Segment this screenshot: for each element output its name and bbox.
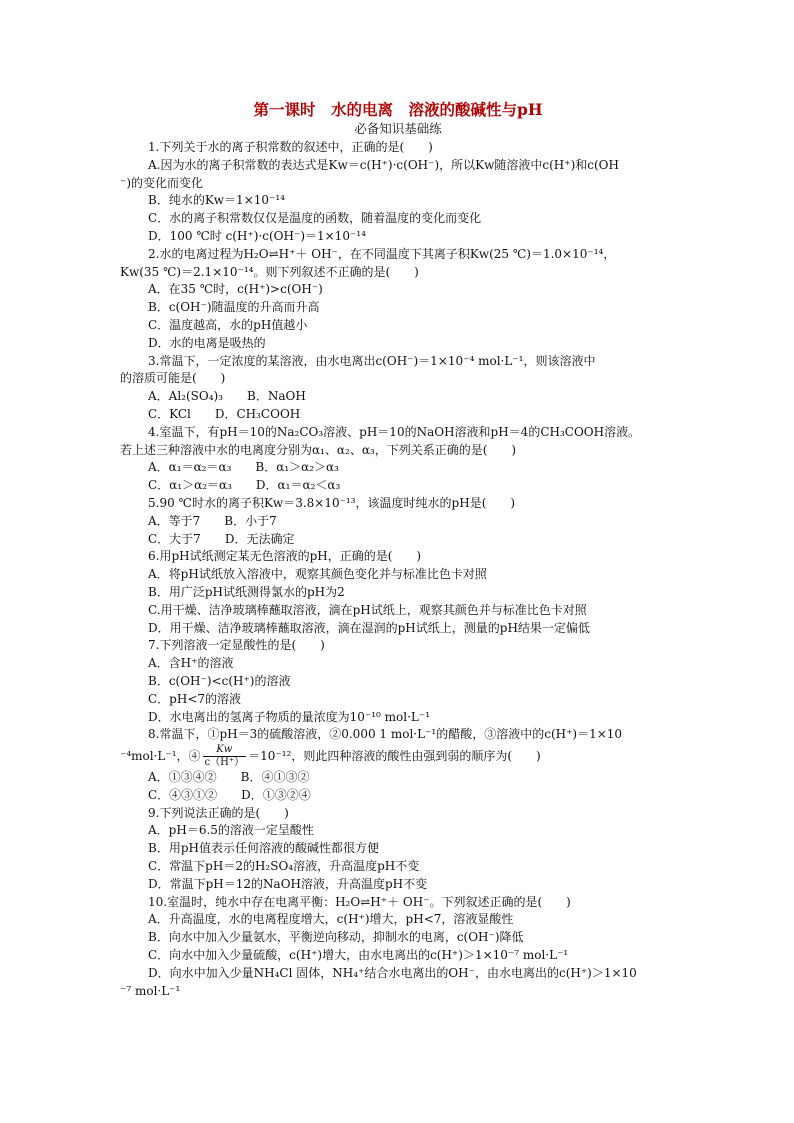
continued-text: ⁻⁷ mol·L⁻¹ [120,983,181,998]
answer-option: B．向水中加入少量氨水，平衡逆向移动，抑制水的电离，c(OH⁻)降低 [148,930,524,945]
question-stem: 4.室温下，有pH＝10的Na₂CO₃溶液、pH＝10的NaOH溶液和pH＝4的CH₃COOH溶液。 [148,424,641,439]
fraction-line-before: ⁻⁴mol·L⁻¹，④ [120,749,201,764]
document-page [120,100,676,1000]
fraction-line [120,744,676,769]
answer-option: C．KCl D．CH₃COOH [148,406,301,421]
question-stem: 6.用pH试纸测定某无色溶液的pH，正确的是( ) [148,549,422,564]
answer-option: A．在35 ℃时，c(H⁺)>c(OH⁻) [148,282,323,297]
answer-option: A．等于7 B．小于7 [148,513,277,528]
answer-option: A．Al₂(SO₄)₃ B．NaOH [148,389,306,404]
continued-text: 若上述三种溶液中水的电离度分别为α₁、α₂、α₃，下列关系正确的是( ) [120,442,517,457]
answer-option: A．α₁＝α₂＝α₃ B．α₁＞α₂＞α₃ [148,460,339,475]
continued-text: ⁻)的变化而变化 [120,175,204,190]
answer-option: B．纯水的Kw＝1×10⁻¹⁴ [148,193,285,208]
answer-option: A．升高温度，水的电离程度增大，c(H⁺)增大，pH<7，溶液显酸性 [148,912,514,927]
question-stem: 10.室温时，纯水中存在电离平衡：H₂O⇌H⁺＋ OH⁻。下列叙述正确的是( ) [148,894,571,909]
question-stem: 2.水的电离过程为H₂O⇌H⁺＋ OH⁻，在不同温度下其离子积Kw(25 ℃)＝1.0×10⁻¹⁴， [148,246,616,261]
page-title: 第一课时 水的电离 溶液的酸碱性与pH [253,100,543,119]
answer-option: C.用干燥、洁净玻璃棒蘸取溶液，滴在pH试纸上，观察其颜色并与标准比色卡对照 [148,602,587,617]
answer-option: C．温度越高，水的pH值越小 [148,317,308,332]
answer-option: C．向水中加入少量硫酸，c(H⁺)增大，由水电离出的c(H⁺)＞1×10⁻⁷ mol·L⁻¹ [148,948,569,963]
answer-option: B．用pH值表示任何溶液的酸碱性都很方便 [148,841,379,856]
continued-text: 的溶质可能是( ) [120,371,226,386]
fraction-denominator: c（H⁺） [204,757,245,769]
answer-option: D．向水中加入少量NH₄Cl 固体，NH₄⁺结合水电离出的OH⁻，由水电离出的c(H⁺)＞1×10 [148,965,637,980]
fraction-line-after: ＝10⁻¹²，则此四种溶液的酸性由强到弱的顺序为( ) [248,749,541,764]
question-stem: 7.下列溶液一定显酸性的是( ) [148,638,325,653]
answer-option: A．将pH试纸放入溶液中，观察其颜色变化并与标准比色卡对照 [148,567,487,582]
question-stem: 3.常温下，一定浓度的某溶液，由水电离出c(OH⁻)＝1×10⁻⁴ mol·L⁻¹，则该溶液中 [148,353,596,368]
continued-text: Kw(35 ℃)＝2.1×10⁻¹⁴。则下列叙述不正确的是( ) [120,264,419,279]
answer-option: C．水的离子积常数仅仅是温度的函数，随着温度的变化而变化 [148,211,482,226]
answer-option: C．常温下pH＝2的H₂SO₄溶液，升高温度pH不变 [148,859,420,874]
question-content [120,139,676,1000]
answer-option: A．pH＝6.5的溶液一定呈酸性 [148,823,314,838]
answer-option: D．100 ℃时 c(H⁺)·c(OH⁻)＝1×10⁻¹⁴ [148,228,366,243]
answer-option: D．常温下pH＝12的NaOH溶液，升高温度pH不变 [148,876,428,891]
answer-option: C．④③①② D．①③②④ [148,787,311,802]
fraction-numerator: Kw [203,744,247,757]
answer-option: B．用广泛pH试纸测得氯水的pH为2 [148,584,345,599]
answer-option: A．含H⁺的溶液 [148,656,234,671]
answer-option: B．c(OH⁻)<c(H⁺)的溶液 [148,673,291,688]
kw-fraction [203,744,247,769]
answer-option: D．水电离出的氢离子物质的量浓度为10⁻¹⁰ mol·L⁻¹ [148,709,431,724]
answer-option: D．用干燥、洁净玻璃棒蘸取溶液，滴在湿润的pH试纸上，测量的pH结果一定偏低 [148,620,590,635]
answer-option: C．α₁＞α₂＝α₃ D．α₁＝α₂＜α₃ [148,478,341,493]
answer-option: D．水的电离是吸热的 [148,335,266,350]
question-stem: 1.下列关于水的离子积常数的叙述中，正确的是( ) [148,140,433,154]
answer-option: A．①③④② B．④①③② [148,770,310,785]
answer-option: A.因为水的离子积常数的表达式是Kw＝c(H⁺)·c(OH⁻)，所以Kw随溶液中c(H⁺)和c(OH [148,157,619,172]
answer-option: C．pH<7的溶液 [148,691,242,706]
answer-option: B．c(OH⁻)随温度的升高而升高 [148,300,320,315]
section-subtitle: 必备知识基础练 [354,121,442,136]
question-block-1 [120,139,676,744]
question-stem: 9.下列说法正确的是( ) [148,805,289,820]
question-stem: 5.90 ℃时水的离子积Kw＝3.8×10⁻¹³，该温度时纯水的pH是( ) [148,495,516,510]
question-stem: 8.常温下，①pH＝3的硫酸溶液，②0.000 1 mol·L⁻¹的醋酸，③溶液中的c(H⁺)＝1×10 [148,727,623,742]
question-block-2 [120,769,676,1000]
answer-option: C．大于7 D．无法确定 [148,531,295,546]
